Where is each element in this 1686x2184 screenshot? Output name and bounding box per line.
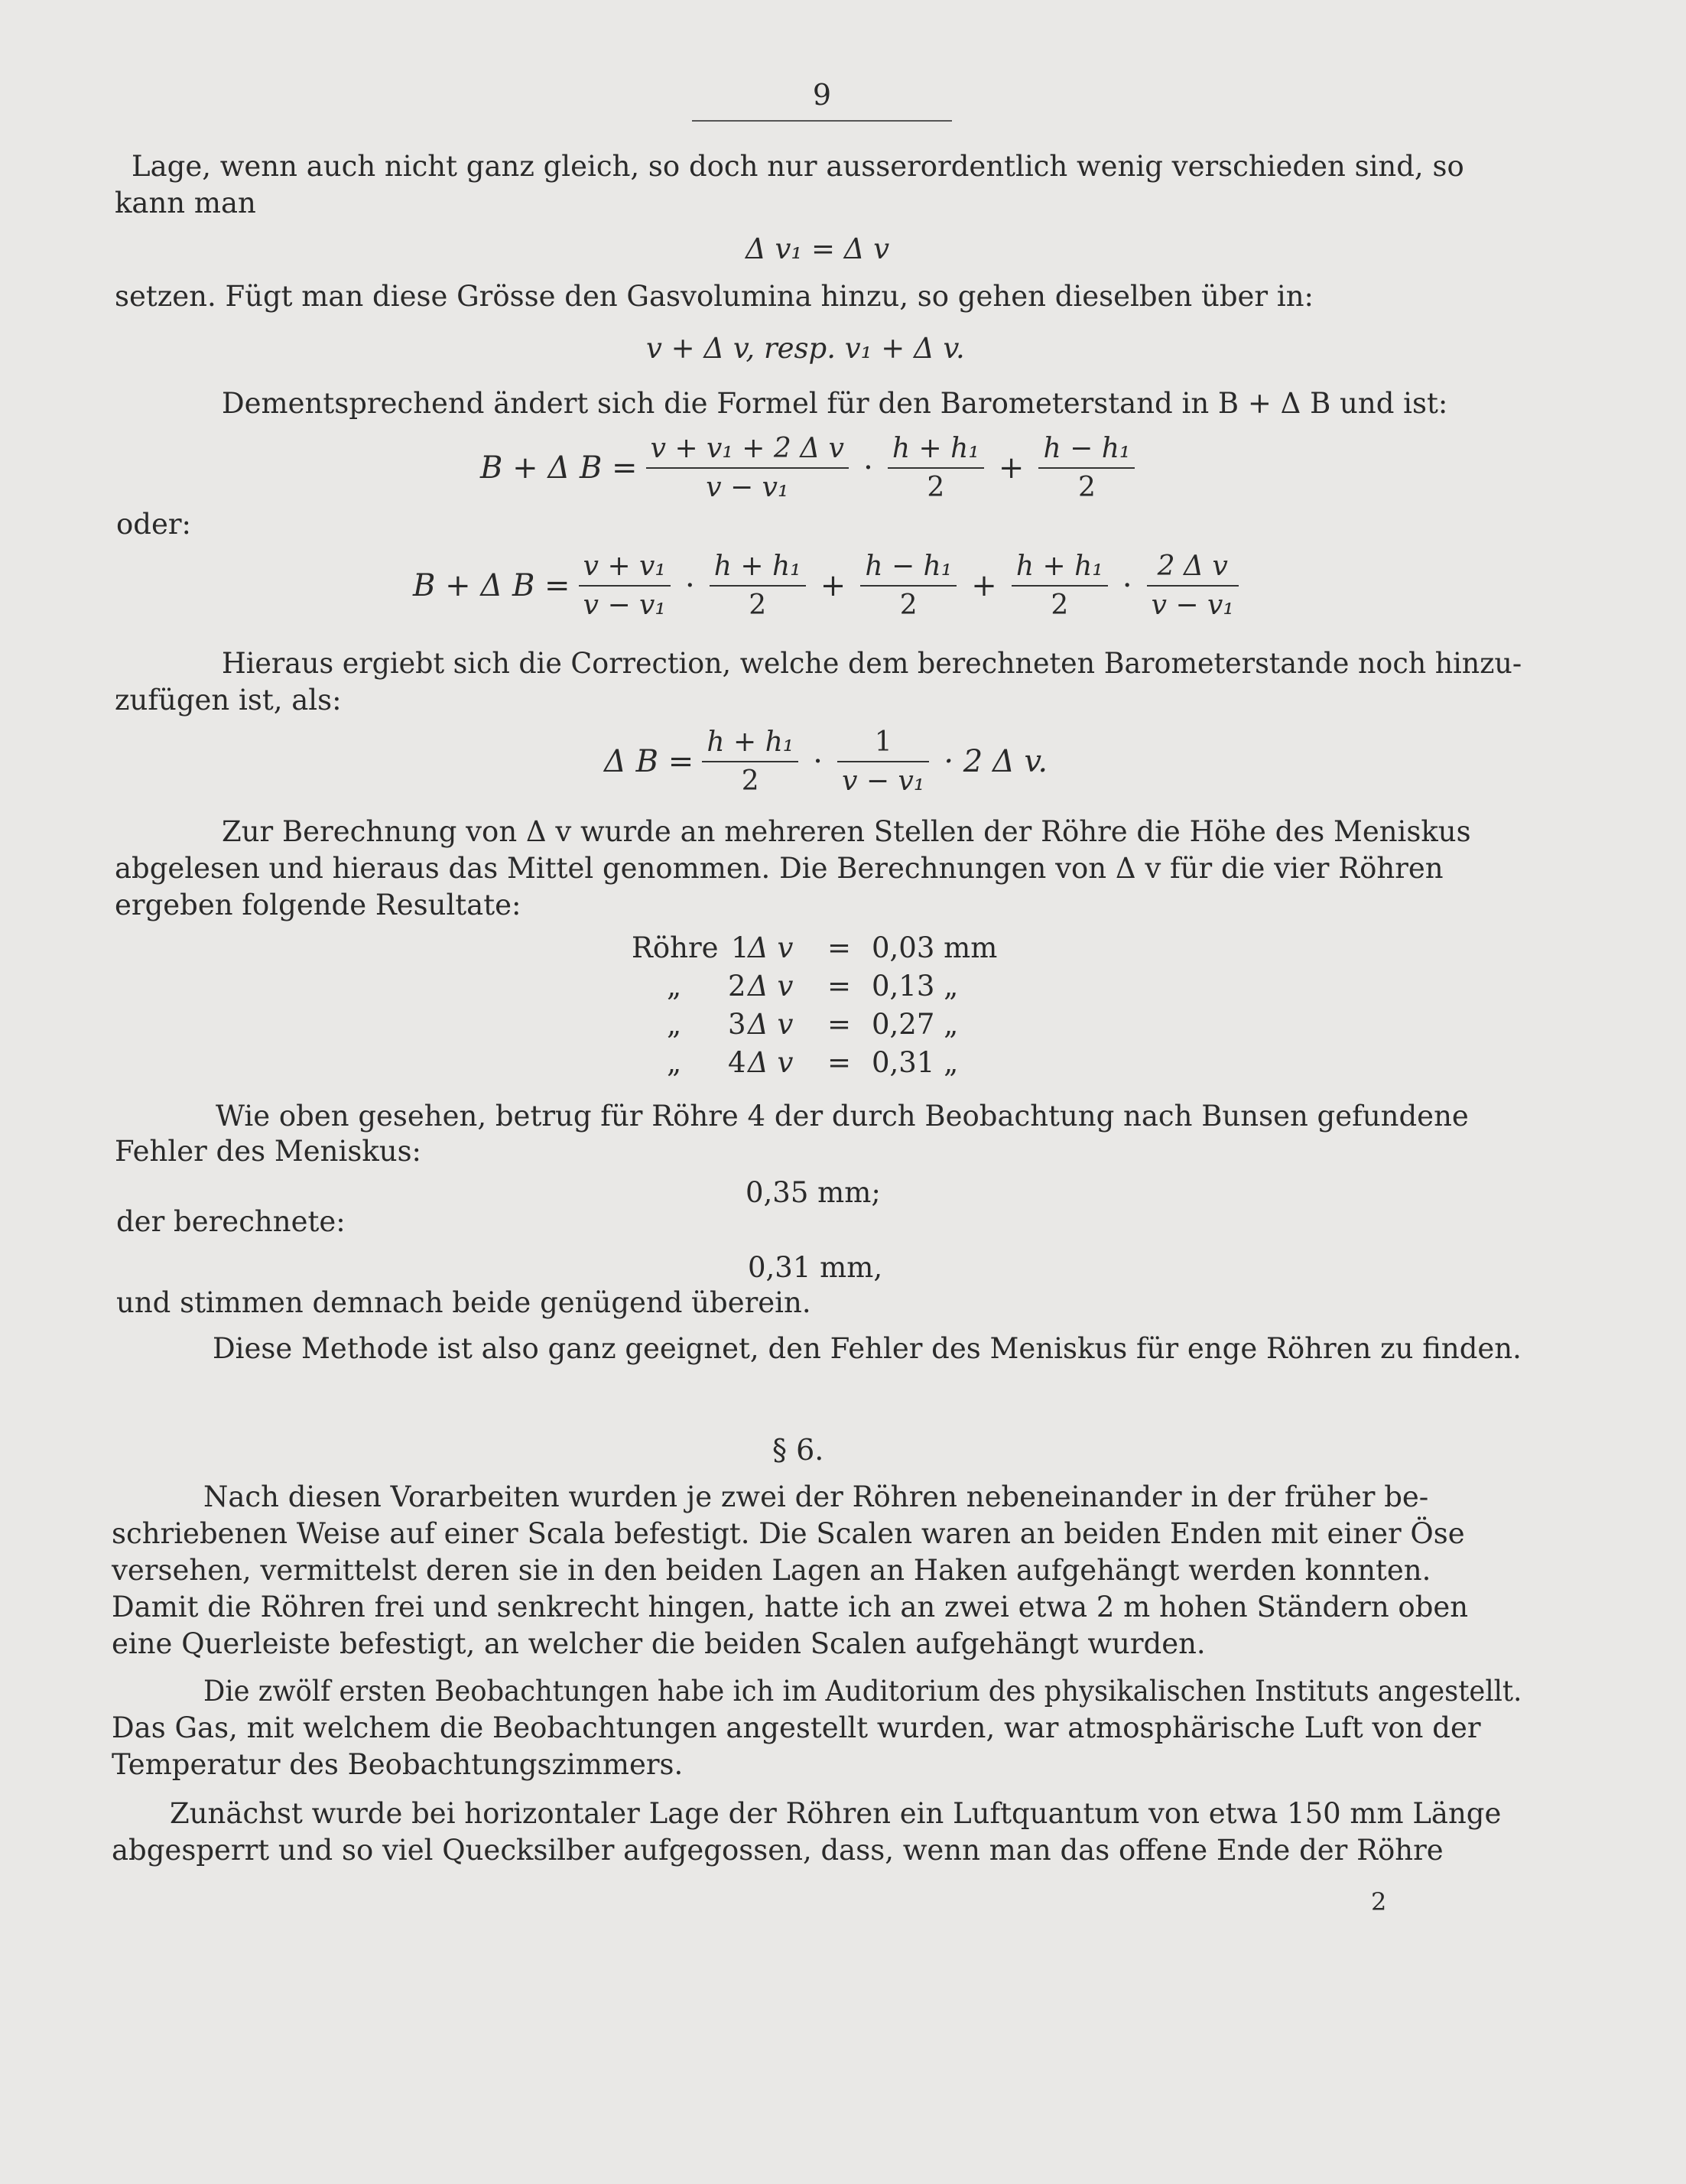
formula-2-denominator-1: v − v₁: [583, 590, 666, 621]
results-symbol: Δ v: [748, 970, 794, 1003]
results-label: „: [667, 1046, 682, 1079]
formula-1-fraction-1: [646, 433, 849, 503]
formula-2-denominator-5: v − v₁: [1151, 590, 1234, 621]
formula-3-numerator-2: 1: [837, 726, 929, 762]
formula-3-rest: · 2 Δ v.: [944, 744, 1048, 779]
paragraph-5-line-1: Zur Berechnung von Δ v wurde an mehreren Stellen der Röhre die Höhe des Meniskus: [222, 815, 1471, 848]
formula-2-numerator-1: v + v₁: [579, 551, 671, 587]
computed-value: 0,31 mm,: [748, 1251, 883, 1284]
formula-3-dot: ·: [813, 744, 823, 779]
label-oder: oder:: [116, 508, 192, 541]
formula-2-numerator-4: h + h₁: [1012, 551, 1108, 587]
page-number: 9: [812, 78, 832, 112]
paragraph-4-line-1: Hieraus ergiebt sich die Correction, welche dem berechneten Barometerstande noch hinzu-: [222, 647, 1522, 680]
paragraph-5-line-3: ergeben folgende Resultate:: [115, 889, 521, 921]
paragraph-2: setzen. Fügt man diese Grösse den Gasvolumina hinzu, so gehen dieselben über in:: [115, 280, 1314, 313]
formula-1-numerator-1: v + v₁ + 2 Δ v: [646, 433, 849, 469]
formula-2-fraction-3: [860, 551, 957, 621]
formula-1-plus: +: [998, 450, 1025, 486]
formula-1-fraction-2: [888, 433, 984, 503]
formula-2-dot-2: ·: [1122, 568, 1132, 603]
paragraph-9-line-4: Damit die Röhren frei und senkrecht hingen, hatte ich an zwei etwa 2 m hohen Ständern oben: [112, 1591, 1469, 1623]
paragraph-1-line-2: kann man: [115, 187, 256, 219]
results-number: 2: [728, 970, 746, 1003]
results-value: 0,27 „: [872, 1008, 959, 1041]
results-label: Röhre: [632, 931, 719, 964]
results-value: 0,03 mm: [872, 931, 998, 964]
formula-3-denominator-1: 2: [741, 765, 759, 797]
formula-2-denominator-3: 2: [899, 590, 918, 621]
formula-2-numerator-3: h − h₁: [860, 551, 957, 587]
paragraph-10-line-1: Die zwölf ersten Beobachtungen habe ich im Auditorium des physikalischen Instituts angestellt.: [203, 1675, 1522, 1708]
paragraph-4-line-2: zufügen ist, als:: [115, 684, 342, 717]
paragraph-9-line-1: Nach diesen Vorarbeiten wurden je zwei der Röhren nebeneinander in der früher be-: [203, 1480, 1429, 1513]
paragraph-1-line-1: Lage, wenn auch nicht ganz gleich, so doch nur ausserordentlich wenig verschieden sind, so: [132, 150, 1464, 183]
formula-1-lhs: B + Δ B =: [480, 450, 638, 486]
formula-1: [480, 433, 1139, 503]
paragraph-8: Diese Methode ist also ganz geeignet, den Fehler des Meniskus für enge Röhren zu finden.: [213, 1332, 1522, 1365]
results-equals: =: [827, 931, 852, 964]
results-equals: =: [827, 970, 852, 1003]
formula-2-fraction-1: [579, 551, 671, 621]
formula-3: [604, 726, 1054, 797]
results-symbol: Δ v: [748, 1046, 794, 1079]
paragraph-6-line-1: Wie oben gesehen, betrug für Röhre 4 der durch Beobachtung nach Bunsen gefundene: [216, 1100, 1469, 1133]
label-der-berechnete: der berechnete:: [116, 1205, 346, 1238]
results-equals: =: [827, 1046, 852, 1079]
results-value: 0,31 „: [872, 1046, 959, 1079]
paragraph-11-line-1: Zunächst wurde bei horizontaler Lage der Röhren ein Luftquantum von etwa 150 mm Länge: [170, 1797, 1502, 1830]
results-number: 3: [728, 1008, 746, 1041]
section-heading: § 6.: [772, 1433, 824, 1467]
formula-3-lhs: Δ B =: [604, 744, 694, 779]
results-symbol: Δ v: [748, 931, 794, 964]
results-symbol: Δ v: [748, 1008, 794, 1041]
paragraph-10-line-3: Temperatur des Beobachtungszimmers.: [112, 1748, 684, 1781]
formula-3-denominator-2: v − v₁: [842, 765, 925, 797]
equation-2: v + Δ v, resp. v₁ + Δ v.: [646, 332, 965, 365]
paragraph-5-line-2: abgelesen und hieraus das Mittel genommen. Die Berechnungen von Δ v für die vier Röhren: [115, 852, 1444, 885]
results-label: „: [667, 970, 682, 1003]
formula-2-numerator-2: h + h₁: [710, 551, 806, 587]
formula-2-numerator-5: 2 Δ v: [1147, 551, 1239, 587]
header-rule: [692, 120, 952, 122]
formula-2-plus-2: +: [971, 568, 997, 603]
formula-2-fraction-2: [710, 551, 806, 621]
formula-2-lhs: B + Δ B =: [413, 568, 570, 603]
equation-1: Δ v₁ = Δ v: [746, 232, 890, 265]
paragraph-9-line-2: schriebenen Weise auf einer Scala befestigt. Die Scalen waren an beiden Enden mit einer Öse: [112, 1517, 1465, 1550]
formula-3-fraction-1: [702, 726, 798, 797]
paragraph-11-line-2: abgesperrt und so viel Quecksilber aufgegossen, dass, wenn man das offene Ende der Röhre: [112, 1834, 1444, 1867]
formula-2-denominator-4: 2: [1051, 590, 1069, 621]
formula-1-dot: ·: [863, 450, 873, 486]
formula-1-denominator-2: 2: [927, 472, 945, 503]
results-label: „: [667, 1008, 682, 1041]
formula-2-dot-1: ·: [684, 568, 695, 603]
formula-3-numerator-1: h + h₁: [702, 726, 798, 762]
measured-value: 0,35 mm;: [746, 1176, 881, 1209]
formula-1-denominator-3: 2: [1077, 472, 1096, 503]
paragraph-10-line-2: Das Gas, mit welchem die Beobachtungen angestellt wurden, war atmosphärische Luft von der: [112, 1711, 1481, 1744]
results-number: 4: [728, 1046, 746, 1079]
footer-number: 2: [1371, 1887, 1387, 1916]
formula-2-fraction-5: [1147, 551, 1239, 621]
formula-1-numerator-2: h + h₁: [888, 433, 984, 469]
paragraph-3: Dementsprechend ändert sich die Formel für den Barometerstand in B + Δ B und ist:: [222, 387, 1448, 420]
formula-3-fraction-2: [837, 726, 929, 797]
formula-1-denominator-1: v − v₁: [706, 472, 789, 503]
paragraph-9-line-3: versehen, vermittelst deren sie in den beiden Lagen an Haken aufgehängt werden konnten.: [112, 1554, 1431, 1587]
results-value: 0,13 „: [872, 970, 959, 1003]
formula-2: [413, 551, 1243, 621]
formula-2-plus-1: +: [820, 568, 846, 603]
formula-1-fraction-3: [1038, 433, 1135, 503]
paragraph-7: und stimmen demnach beide genügend überein.: [116, 1286, 811, 1319]
paragraph-6-line-2: Fehler des Meniskus:: [115, 1135, 422, 1168]
formula-2-denominator-2: 2: [749, 590, 767, 621]
formula-2-fraction-4: [1012, 551, 1108, 621]
formula-1-numerator-3: h − h₁: [1038, 433, 1135, 469]
paragraph-9-line-5: eine Querleiste befestigt, an welcher die beiden Scalen aufgehängt wurden.: [112, 1627, 1206, 1660]
results-equals: =: [827, 1008, 852, 1041]
results-number: 1: [731, 931, 749, 964]
